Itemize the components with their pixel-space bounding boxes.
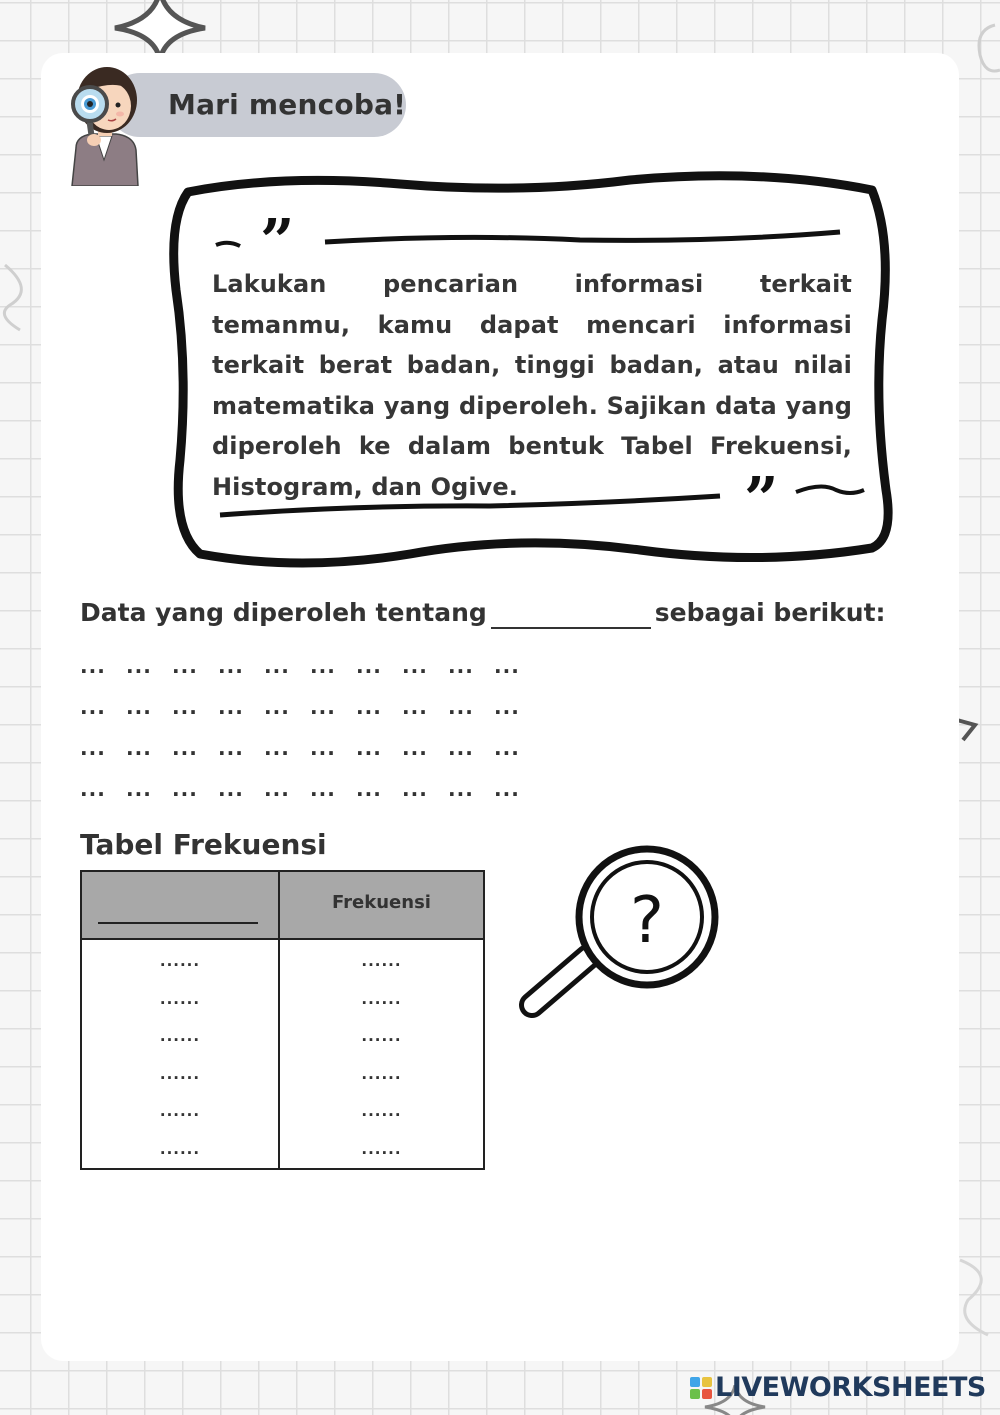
data-row (80, 727, 540, 768)
data-cell[interactable]: ... (402, 653, 428, 678)
data-cell[interactable]: ... (126, 694, 152, 719)
watermark-text: LIVEWORKSHEETS (715, 1372, 986, 1403)
class-cell[interactable]: ...... (159, 989, 201, 1008)
topic-blank[interactable] (491, 601, 651, 629)
data-cell[interactable]: ... (172, 694, 198, 719)
data-cell[interactable]: ... (126, 776, 152, 801)
data-prompt-after: sebagai berikut: (654, 598, 886, 627)
frequency-cell[interactable]: ...... (361, 1064, 402, 1083)
data-cell[interactable]: ... (80, 653, 106, 678)
data-cell[interactable]: ... (126, 653, 152, 678)
data-prompt (80, 598, 886, 629)
magnifier-question-icon (512, 845, 722, 1025)
data-row (80, 645, 540, 686)
frequency-header: Frekuensi (332, 892, 431, 913)
data-cell[interactable]: ... (356, 735, 382, 760)
data-cell[interactable]: ... (80, 776, 106, 801)
data-cell[interactable]: ... (402, 776, 428, 801)
data-cell[interactable]: ... (80, 735, 106, 760)
data-cell[interactable]: ... (218, 776, 244, 801)
data-cell[interactable]: ... (494, 735, 520, 760)
data-cell[interactable]: ... (356, 776, 382, 801)
class-header-blank[interactable] (98, 922, 258, 924)
logo-square (702, 1389, 712, 1399)
instruction-text: Lakukan pencarian informasi terkait temanmu, kamu dapat mencari informasi terkait berat badan, tinggi badan, atau nilai matematika yang diperoleh. Sajikan data yang diperoleh ke dalam bentuk Tabel Frekuensi, Histogram, dan Ogive. (212, 270, 852, 501)
data-cell[interactable]: ... (448, 694, 474, 719)
svg-text:”: ” (744, 465, 779, 535)
data-cell[interactable]: ... (494, 776, 520, 801)
detective-girl-avatar (62, 60, 148, 186)
liveworksheets-logo-icon (690, 1377, 712, 1399)
data-cell[interactable]: ... (310, 694, 336, 719)
swirl-decoration-icon (958, 1250, 1000, 1340)
data-cell[interactable]: ... (448, 735, 474, 760)
data-cell[interactable]: ... (448, 653, 474, 678)
data-cell[interactable]: ... (218, 653, 244, 678)
data-cell[interactable]: ... (310, 735, 336, 760)
frequency-column (280, 952, 483, 1177)
data-cell[interactable]: ... (448, 776, 474, 801)
data-cell[interactable]: ... (402, 735, 428, 760)
liveworksheets-watermark[interactable] (690, 1372, 986, 1403)
frequency-cell[interactable]: ...... (361, 1027, 402, 1045)
class-cell[interactable]: ...... (159, 1139, 201, 1158)
data-cell[interactable]: ... (80, 694, 106, 719)
class-cell[interactable]: ...... (159, 1027, 201, 1045)
question-mark: ? (630, 884, 664, 958)
data-cell[interactable]: ... (172, 735, 198, 760)
data-row (80, 686, 540, 727)
data-cell[interactable]: ... (218, 694, 244, 719)
header-title: Mari mencoba! (168, 88, 407, 121)
data-cell[interactable]: ... (126, 735, 152, 760)
logo-square (690, 1389, 700, 1399)
data-row (80, 768, 540, 809)
data-cell[interactable]: ... (356, 694, 382, 719)
data-cell[interactable]: ... (402, 694, 428, 719)
svg-text:”: ” (260, 207, 295, 277)
class-cell[interactable]: ...... (159, 952, 201, 970)
data-cell[interactable]: ... (264, 735, 290, 760)
swirl-decoration-icon (955, 20, 1000, 80)
data-cell[interactable]: ... (172, 776, 198, 801)
data-cell[interactable]: ... (310, 653, 336, 678)
logo-square (690, 1377, 700, 1387)
frequency-cell[interactable]: ...... (361, 1102, 402, 1120)
frequency-table (80, 870, 485, 1170)
data-entries (80, 645, 540, 809)
logo-square (702, 1377, 712, 1387)
class-column (82, 952, 278, 1177)
data-cell[interactable]: ... (494, 653, 520, 678)
table-title: Tabel Frekuensi (80, 828, 327, 861)
data-cell[interactable]: ... (264, 653, 290, 678)
data-prompt-before: Data yang diperoleh tentang (80, 598, 487, 627)
data-cell[interactable]: ... (356, 653, 382, 678)
frequency-cell[interactable]: ...... (361, 989, 402, 1008)
sparkle-decoration-icon (105, 0, 215, 60)
data-cell[interactable]: ... (310, 776, 336, 801)
frequency-cell[interactable]: ...... (361, 1139, 402, 1158)
data-cell[interactable]: ... (172, 653, 198, 678)
class-cell[interactable]: ...... (159, 1102, 201, 1120)
frequency-cell[interactable]: ...... (361, 952, 402, 970)
data-cell[interactable]: ... (264, 776, 290, 801)
data-cell[interactable]: ... (218, 735, 244, 760)
class-cell[interactable]: ...... (159, 1064, 201, 1083)
data-cell[interactable]: ... (494, 694, 520, 719)
swirl-decoration-icon (0, 260, 40, 340)
data-cell[interactable]: ... (264, 694, 290, 719)
